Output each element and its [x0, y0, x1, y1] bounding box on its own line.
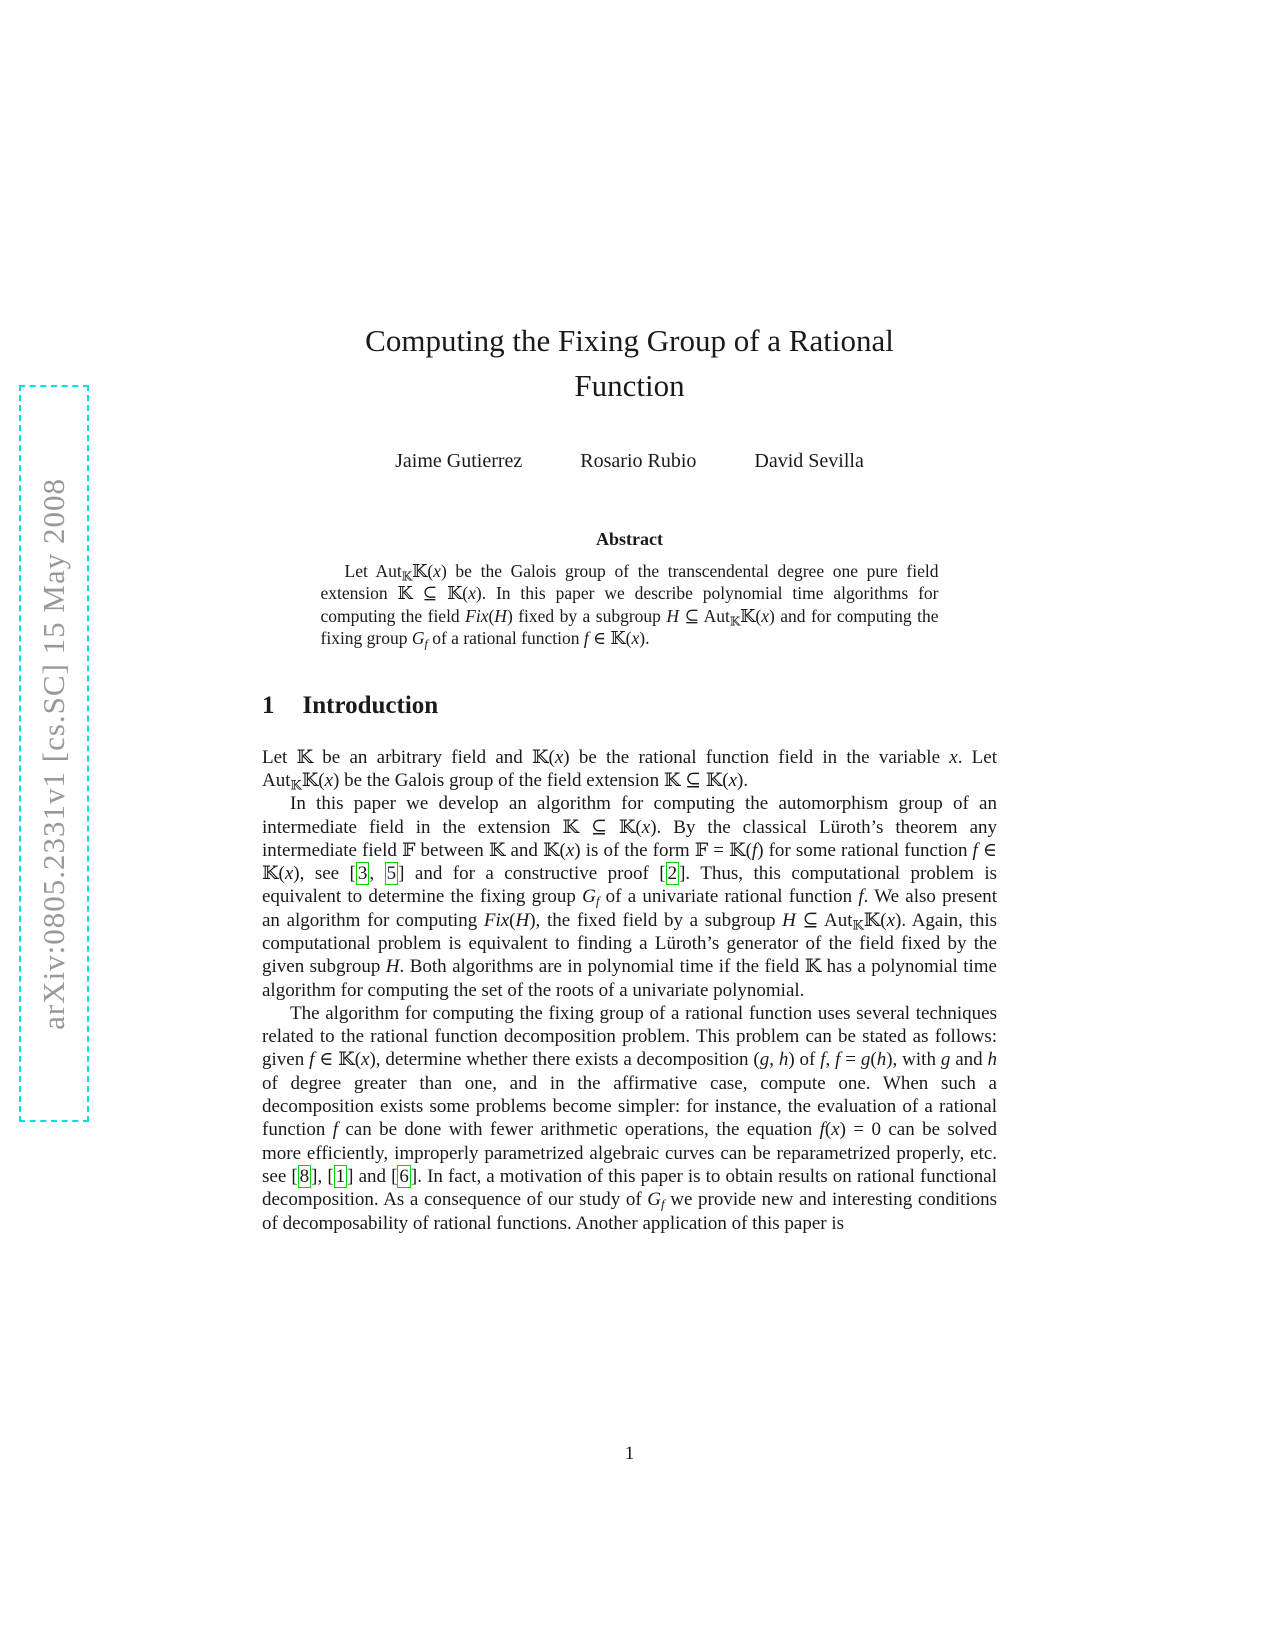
section-number: 1 [262, 691, 275, 719]
citation-ref[interactable]: 1 [335, 1165, 346, 1187]
section-heading [262, 692, 997, 720]
abstract-heading: Abstract [596, 529, 663, 549]
citation-ref[interactable]: 8 [299, 1165, 310, 1187]
introduction-text [262, 746, 997, 1235]
paper-title: Computing the Fixing Group of a Rational Function [365, 323, 894, 403]
paragraph: Let 𝕂 be an arbitrary field and 𝕂(x) be the rational function field in the variable x. Let Aut$_𝕂$𝕂(x) be the Galois group of the field extension 𝕂 ⊆ 𝕂(x). [262, 746, 997, 793]
citation-ref[interactable]: 5 [386, 863, 397, 885]
citation-ref[interactable]: 3 [357, 863, 368, 885]
citation-ref[interactable]: 2 [667, 863, 678, 885]
page-content [262, 0, 997, 1235]
section-title: Introduction [302, 691, 439, 719]
arxiv-stamp-text: arXiv:0805.2331v1 [cs.SC] 15 May 2008 [36, 477, 71, 1030]
author-name: Rosario Rubio [580, 450, 697, 472]
arxiv-stamp[interactable] [19, 385, 89, 1122]
abstract-text: Let Aut$_𝕂$𝕂(x) be the Galois group of the transcendental degree one pure field extension 𝕂 ⊆ 𝕂(x). In this paper we describe polynomial time algorithms for computing the field Fix(H) fixed by a subgroup H ⊆ Aut$_𝕂$𝕂(x) and for computing the fixing group $G_f$ of a rational function f ∈ 𝕂(x). [320, 561, 939, 651]
page-number: 1 [624, 1443, 635, 1464]
citation-ref[interactable]: 6 [399, 1165, 409, 1187]
paragraph: In this paper we develop an algorithm for computing the automorphism group of an intermediate field in the extension 𝕂 ⊆ 𝕂(x). By the classical Lüroth’s theorem any intermediate field 𝔽 between 𝕂 and 𝕂(x) is of the form 𝔽 = 𝕂(f) for some rational function f ∈ 𝕂(x), see [ 3 , 5 ] and for a constructive proof [ 2 ]. Thus, this computational problem is equivalent to determine the fixing group $G_f$ of a univariate rational function f. We also present an algorithm for computing Fix(H), the fixed field by a subgroup H ⊆ Aut$_𝕂$𝕂(x). Again, this computational problem is equivalent to finding a Lüroth’s generator of the field fixed by the given subgroup H. Both algorithms are in polynomial time if the field 𝕂 has a polynomial time algorithm for computing the set of the roots of a univariate polynomial. [262, 793, 998, 1001]
author-list [262, 450, 997, 473]
paragraph: The algorithm for computing the fixing group of a rational function uses several techniques related to the rational function decomposition problem. This problem can be stated as follows: given f ∈ 𝕂(x), determine whether there exists a decomposition (g, h) of f, f = g(h), with g and h of degree greater than one, and in the affirmative case, compute one. When such a decomposition exists some problems become simpler: for instance, the evaluation of a rational function f can be done with fewer arithmetic operations, the equation f(x) = 0 can be solved more efficiently, improperly parametrized algebraic curves can be reparametrized properly, etc. see [ 8 ], [ 1 ] and [ 6 ]. In fact, a motivation of this paper is to obtain results on rational functional decomposition. As a consequence of our study of $G_f$ we provide new and interesting conditions of decomposability of rational functions. Another application of this paper is [262, 1002, 998, 1234]
author-name: Jaime Gutierrez [395, 450, 523, 472]
author-name: David Sevilla [754, 450, 864, 472]
